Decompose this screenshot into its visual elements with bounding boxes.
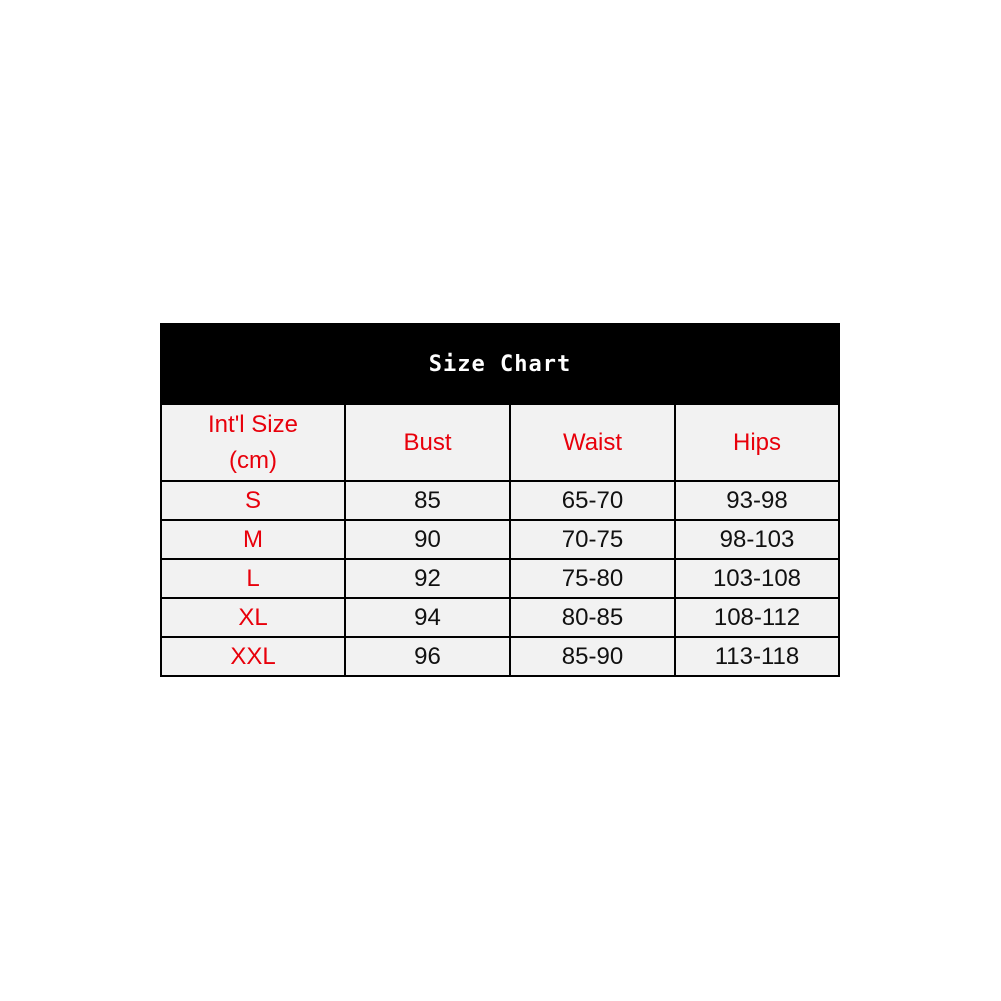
- size-cell: M: [162, 520, 345, 559]
- table-row: [162, 637, 838, 675]
- waist-cell: 70-75: [510, 520, 675, 559]
- bust-cell: 92: [345, 559, 510, 598]
- waist-cell: 80-85: [510, 598, 675, 637]
- header-bust: Bust: [345, 405, 510, 481]
- size-cell: XL: [162, 598, 345, 637]
- hips-cell: 98-103: [675, 520, 838, 559]
- header-hips: Hips: [675, 405, 838, 481]
- header-intl-size: [162, 405, 345, 481]
- hips-cell: 93-98: [675, 481, 838, 520]
- waist-cell: 75-80: [510, 559, 675, 598]
- table-row: [162, 481, 838, 520]
- size-table: [162, 405, 838, 675]
- size-cell: L: [162, 559, 345, 598]
- bust-cell: 96: [345, 637, 510, 675]
- bust-cell: 94: [345, 598, 510, 637]
- size-cell: S: [162, 481, 345, 520]
- table-row: [162, 559, 838, 598]
- header-row: [162, 405, 838, 481]
- waist-cell: 65-70: [510, 481, 675, 520]
- bust-cell: 90: [345, 520, 510, 559]
- chart-title: Size Chart: [162, 325, 838, 405]
- hips-cell: 103-108: [675, 559, 838, 598]
- hips-cell: 113-118: [675, 637, 838, 675]
- size-chart-table: [160, 323, 840, 677]
- header-intl-size-line2: (cm): [229, 446, 277, 474]
- header-intl-size-line1: Int'l Size: [208, 410, 298, 438]
- waist-cell: 85-90: [510, 637, 675, 675]
- table-row: [162, 598, 838, 637]
- header-waist: Waist: [510, 405, 675, 481]
- table-row: [162, 520, 838, 559]
- size-cell: XXL: [162, 637, 345, 675]
- bust-cell: 85: [345, 481, 510, 520]
- hips-cell: 108-112: [675, 598, 838, 637]
